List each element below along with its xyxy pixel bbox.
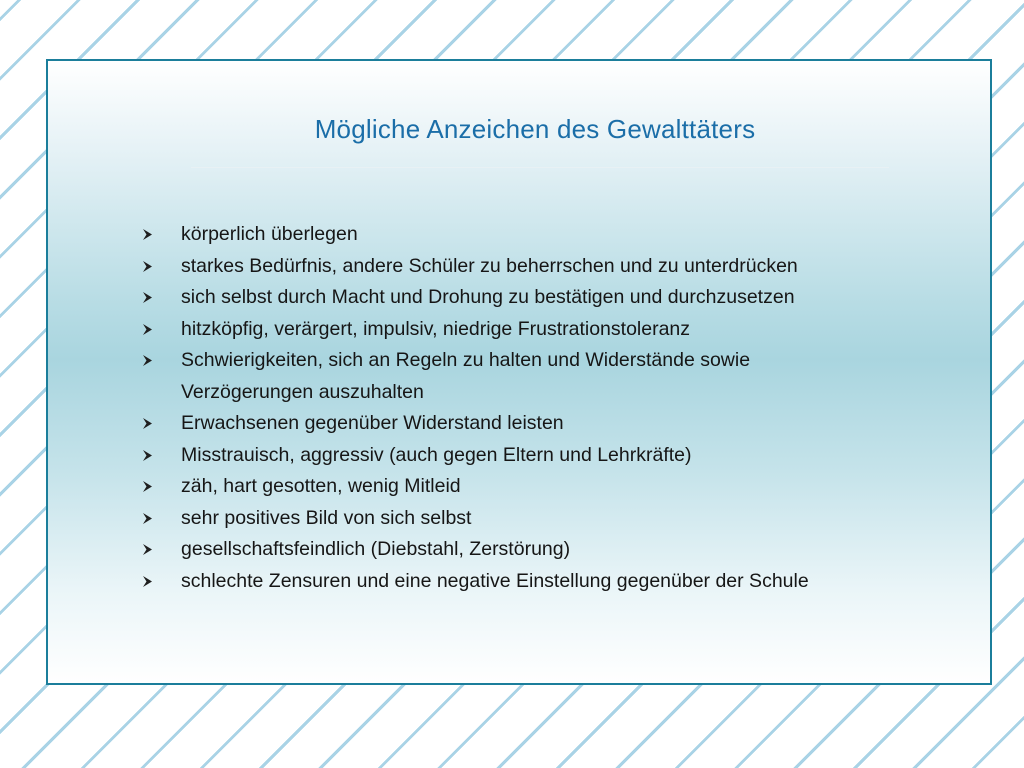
list-item <box>140 219 809 251</box>
list-item <box>140 440 809 472</box>
arrowhead-bullet-icon <box>140 251 154 283</box>
list-item-text: sich selbst durch Macht und Drohung zu bestätigen und durchzusetzen <box>181 286 795 308</box>
list-item <box>140 251 809 283</box>
title-divider <box>191 167 889 168</box>
list-item-text: sehr positives Bild von sich selbst <box>181 506 472 529</box>
bullet-list <box>140 219 809 597</box>
list-item <box>140 345 809 408</box>
list-item-text: Misstrauisch, aggressiv (auch gegen Eltern und Lehrkräfte) <box>181 443 692 466</box>
arrowhead-bullet-icon <box>140 566 154 598</box>
list-item-text: Schwierigkeiten, sich an Regeln zu halten und Widerstände sowie <box>181 349 751 371</box>
arrowhead-bullet-icon <box>140 408 154 440</box>
list-item <box>140 282 809 314</box>
slide-title: Mögliche Anzeichen des Gewalttäters <box>314 114 756 144</box>
arrowhead-bullet-icon <box>140 282 154 314</box>
list-item <box>140 471 809 503</box>
list-item-text: starkes Bedürfnis, andere Schüler zu beherrschen und zu unterdrücken <box>181 254 798 277</box>
arrowhead-bullet-icon <box>140 440 154 472</box>
arrowhead-bullet-icon <box>140 219 154 251</box>
list-item-text-continuation: Verzögerungen auszuhalten <box>181 380 424 403</box>
list-item <box>140 534 809 566</box>
arrowhead-bullet-icon <box>140 345 154 377</box>
list-item-text: schlechte Zensuren und eine negative Einstellung gegenüber der Schule <box>181 569 809 592</box>
arrowhead-bullet-icon <box>140 471 154 503</box>
slide-panel <box>46 59 992 685</box>
arrowhead-bullet-icon <box>140 314 154 346</box>
list-item-text: hitzköpfig, verärgert, impulsiv, niedrige Frustrationstoleranz <box>181 317 691 340</box>
arrowhead-bullet-icon <box>140 503 154 535</box>
list-item-text: zäh, hart gesotten, wenig Mitleid <box>181 475 461 497</box>
list-item <box>140 314 809 346</box>
list-item-text: Erwachsenen gegenüber Widerstand leisten <box>181 412 564 434</box>
list-item <box>140 408 809 440</box>
list-item-text: körperlich überlegen <box>181 223 358 245</box>
arrowhead-bullet-icon <box>140 534 154 566</box>
list-item-text: gesellschaftsfeindlich (Diebstahl, Zerstörung) <box>181 538 571 560</box>
list-item <box>140 503 809 535</box>
list-item <box>140 566 809 598</box>
